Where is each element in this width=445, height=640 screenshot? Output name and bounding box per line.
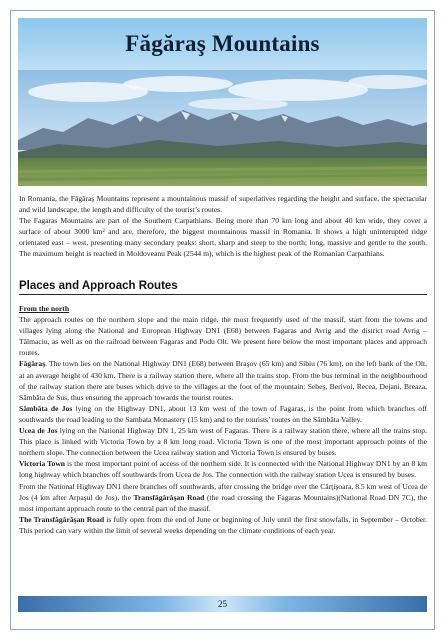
title-banner xyxy=(18,18,427,70)
place-name: Făgăraş xyxy=(19,359,46,369)
paragraph: The approach routes on the northern slope and the main ridge, the most frequently used of the massif, start from the towns and villages lying along the National and European Highway DN1 (E68) between Fagaras and Avrig and the district road Avrig – Tălmaciu, as well as on the railroad between Fagaras and Podu Olt. We present here below the most important places and approach routes. xyxy=(19,315,427,358)
main-text xyxy=(19,303,427,536)
page-number: 25 xyxy=(218,599,227,609)
footer-bar xyxy=(18,596,427,612)
paragraph: Victoria Town is the most important point of access of the northern side. It is connected with the National Highway DN1 by an 8 km long highway which branches off southwards from Ucea de Jos. The connection with the railway station Ucea is ensured by buses. xyxy=(19,459,427,480)
mountain-landscape-photo xyxy=(18,70,427,186)
paragraph: Ucea de Jos lying on the National Highway DN 1, 25 km west of Fagaras. There is a railway station there, where all the trains stop. This place is linked with Victoria Town by a 8 km long road. Victoria Town is one of the most important approach points of the northern slope. The connection between the Ucea railway station and Victoria Town is ensured by buses. xyxy=(19,426,427,458)
place-name: The Transfăgărăşan Road xyxy=(19,514,105,524)
intro-text xyxy=(19,193,427,260)
paragraph: The Transfăgărăşan Road is fully open from the end of June or beginning of July until the first snowfalls, in September – October. This period can vary within the limit of several weeks depending on the climate conditions of each year. xyxy=(19,514,427,535)
place-name: Ucea de Jos xyxy=(19,426,58,436)
page-title: Făgăraş Mountains xyxy=(125,31,320,56)
paragraph: Făgăraş. The town lies on the National Highway DN1 (E68) between Braşov (65 km) and Sibiu (76 km), on the left bank of the Olt, at an average height of 430 km. There is a railway station there, where all the trains stop. From the bus terminal in the neighbourhood of the railway station there are buses which drive to the villages at the foot of the mountain: Sebeş, Berivoi, Recea, Dejani, Breaza, Sâmbăta de Sus, thus ensuring the approach towards the tourist routes. xyxy=(19,359,427,402)
intro-paragraph: In Romania, the Făgăraş Mountains represent a mountainous massif of superlatives regarding the height and surface, the spectacular and wild landscape, the length and difficulty of the tourist’s routes. xyxy=(19,194,427,215)
subheading-from-the-north: From the north xyxy=(19,304,70,313)
mountain-landscape-image xyxy=(18,70,427,186)
paragraph: From the National Highway DN1 there branches off southwards, after crossing the bridge over the Cârţişoara, 8.5 km west of Ucea de Jos (4 km after Arpaşul de Jos), the Transfăgărăşan Road (the road crossing the Fagaras Mountains)(National Road DN 7C), the most important approach route to the central part of the massif. xyxy=(19,481,427,513)
place-name: Sâmbăta de Jos xyxy=(19,403,73,413)
place-name: Victoria Town xyxy=(19,459,66,469)
place-name: Transfăgărăşan Road xyxy=(133,492,205,502)
intro-paragraph: The Fagaras Mountains are part of the Southern Carpathians. Being more than 70 km long and about 40 km wide, they cover a surface of about 3000 km² and are, therefore, the biggest mountainous massif in Romania. It shows a high uninterupted ridge orientated east – west, presenting many secondary peaks: short, sharp and steep to the north; long, massive and gentle to the south. The maximum height is reached in Moldoveanu Peak (2544 m), which is the highest peak of the Romanian Carpathians. xyxy=(19,216,427,259)
section-heading: Places and Approach Routes xyxy=(19,280,427,295)
paragraph: Sâmbăta de Jos lying on the Highway DN1, about 13 km west of the town of Fagaras, is the point from which branches off southwards the road leading to the Sambata Monastery (15 km) and to the tourists’ routes on the Sâmbăta Valley. xyxy=(19,403,427,424)
